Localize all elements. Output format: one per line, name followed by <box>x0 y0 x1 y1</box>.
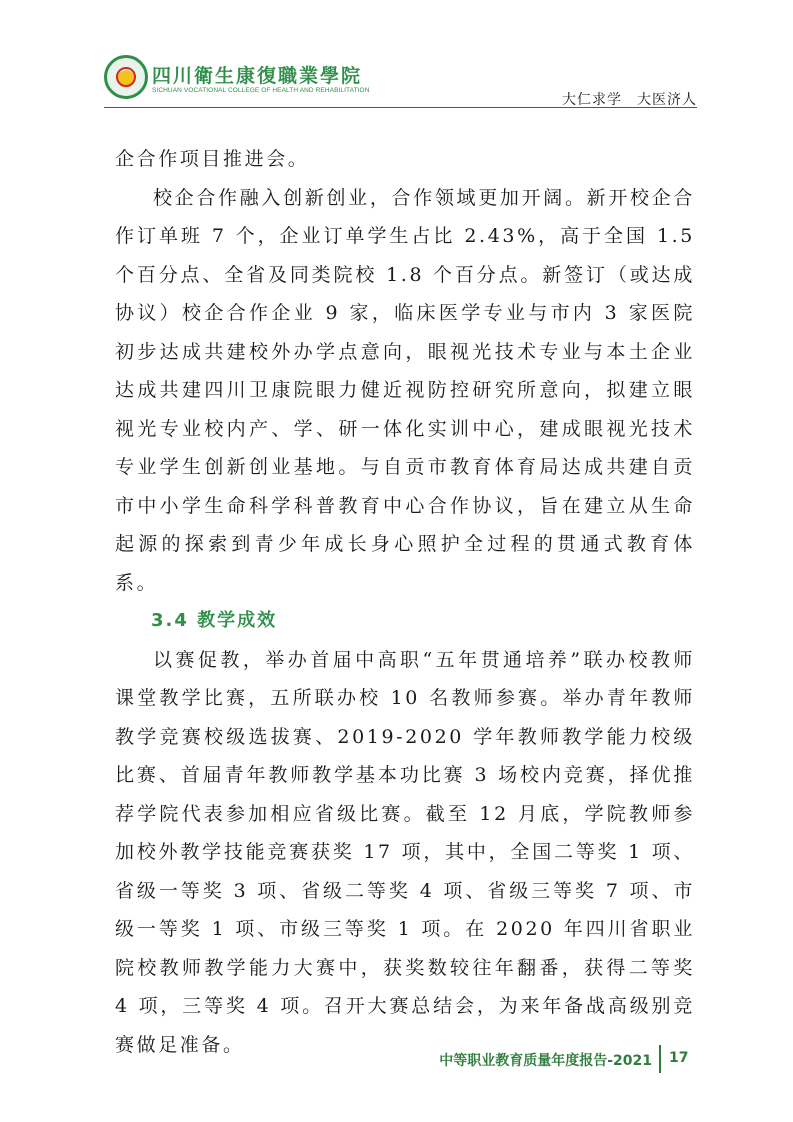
page-header <box>0 0 793 115</box>
paragraph-teaching-results: 以赛促教，举办首届中高职“五年贯通培养”联办校教师课堂教学比赛，五所联办校 10 名教师参赛。举办青年教师教学竞赛校级选拔赛、2019-2020 学年教师教学能力校级比赛、首届青年教师教学基本功比赛 3 场校内竞赛，择优推荐学院代表参加相应省级比赛。截至 12 月底，学院教师参加校外教学技能竞赛获奖 17 项，其中，全国二等奖 1 项、省级一等奖 3 项、省级二等奖 4 项、省级三等奖 7 项、市级一等奖 1 项、市级三等奖 1 项。在 2020 年四川省职业院校教师教学能力大赛中，获奖数较往年翻番，获得二等奖 4 项，三等奖 4 项。召开大赛总结会，为来年备战高级别竞赛做足准备。 <box>115 648 695 1056</box>
section-heading: 3.4 教学成效 <box>151 610 278 631</box>
school-name-en: SICHUAN VOCATIONAL COLLEGE OF HEALTH AND REHABILITATION <box>152 87 370 94</box>
college-seal-icon <box>104 55 148 99</box>
report-title: 中等职业教育质量年度报告-2021 <box>439 1053 652 1069</box>
paragraph-continued: 企合作项目推进会。 <box>115 148 310 170</box>
school-motto: 大仁求学 大医济人 <box>562 92 697 108</box>
page-body <box>115 140 695 1064</box>
page-number: 17 <box>669 1050 689 1066</box>
paragraph-school-enterprise: 校企合作融入创新创业，合作领域更加开阔。新开校企合作订单班 7 个，企业订单学生占比 2.43%，高于全国 1.5 个百分点、全省及同类院校 1.8 个百分点。新签订（或达成协议）校企合作企业 9 家，临床医学专业与市内 3 家医院初步达成共建校外办学点意向，眼视光技术专业与本土企业达成共建四川卫康院眼力健近视防控研究所意向，拟建立眼视光专业校内产、学、研一体化实训中心，建成眼视光技术专业学生创新创业基地。与自贡市教育体育局达成共建自贡市中小学生命科学科普教育中心合作协议，旨在建立从生命起源的探索到青少年成长身心照护全过程的贯通式教育体系。 <box>115 186 695 594</box>
header-divider <box>104 107 697 108</box>
footer-divider <box>659 1045 661 1073</box>
school-name-cn: 四川衛生康復職業學院 <box>152 65 363 87</box>
